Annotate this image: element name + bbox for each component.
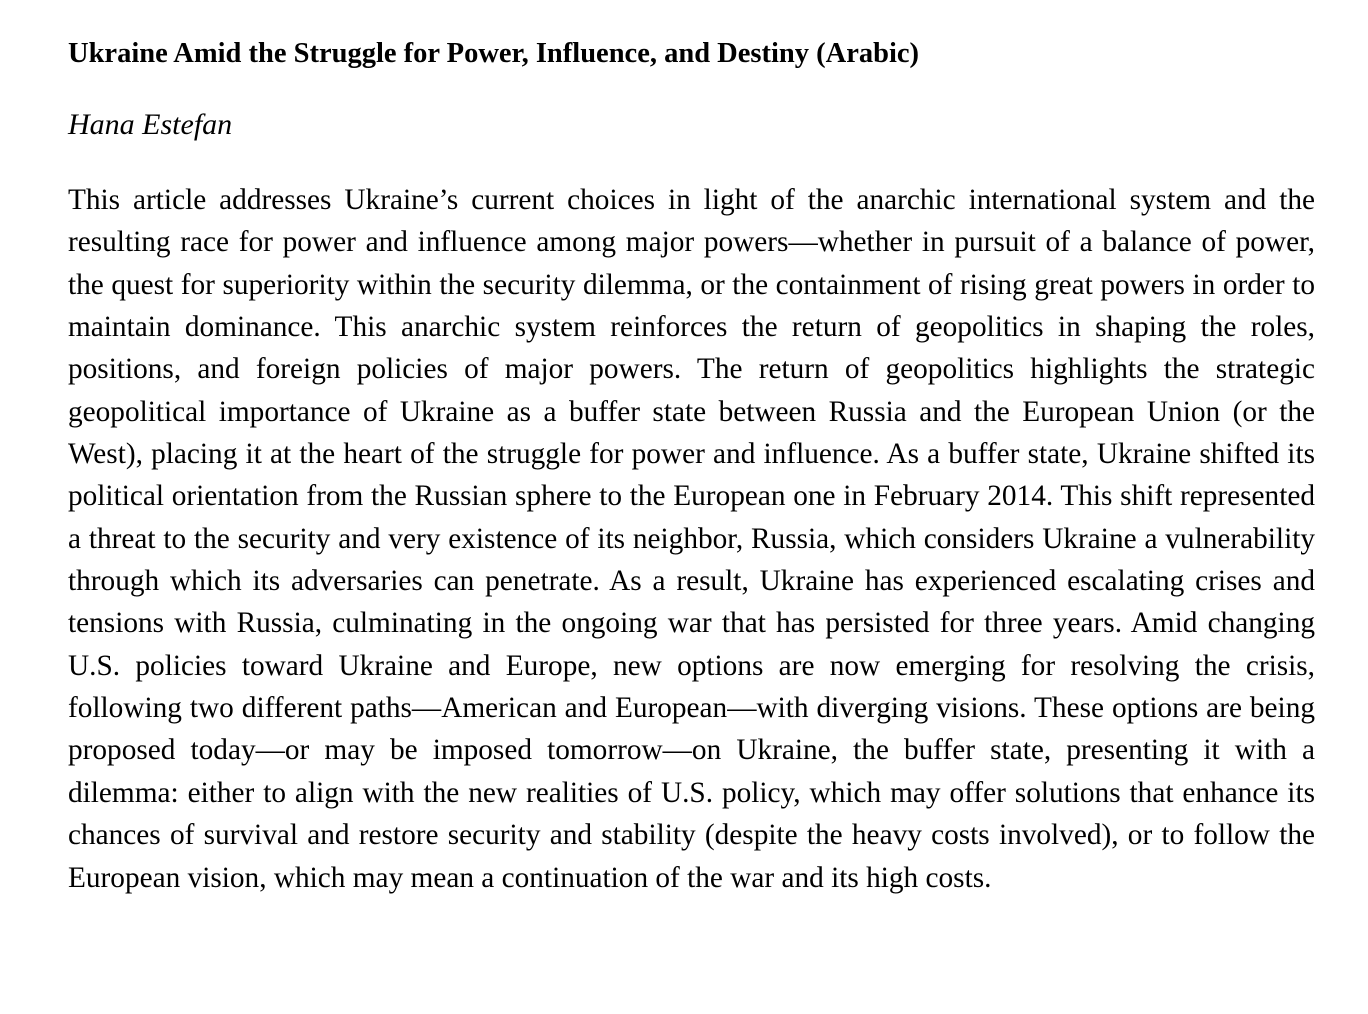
- article-title: Ukraine Amid the Struggle for Power, Influence, and Destiny (Arabic): [68, 38, 920, 69]
- article-author: Hana Estefan: [68, 108, 233, 141]
- article-abstract: This article addresses Ukraine’s current choices in light of the anarchic international system and the resulting race for power and influence among major powers—whether in pursuit of a balance of power, the quest for superiority within the security dilemma, or the containment of rising great powers in order to maintain dominance. This anarchic system reinforces the return of geopolitics in shaping the roles, positions, and foreign policies of major powers. The return of geopolitics highlights the strategic geopolitical importance of Ukraine as a buffer state between Russia and the European Union (or the West), placing it at the heart of the struggle for power and influence. As a buffer state, Ukraine shifted its political orientation from the Russian sphere to the European one in February 2014. This shift represented a threat to the security and very existence of its neighbor, Russia, which considers Ukraine a vulnerability through which its adversaries can penetrate. As a result, Ukraine has experienced escalating crises and tensions with Russia, culminating in the ongoing war that has persisted for three years. Amid changing U.S. policies toward Ukraine and Europe, new options are now emerging for resolving the crisis, following two different paths—American and European—with diverging visions. These options are being proposed today—or may be imposed tomorrow—on Ukraine, the buffer state, presenting it with a dilemma: either to align with the new realities of U.S. policy, which may offer solutions that enhance its chances of survival and restore security and stability (despite the heavy costs involved), or to follow the European vision, which may mean a continuation of the war and its high costs.: [68, 184, 1315, 894]
